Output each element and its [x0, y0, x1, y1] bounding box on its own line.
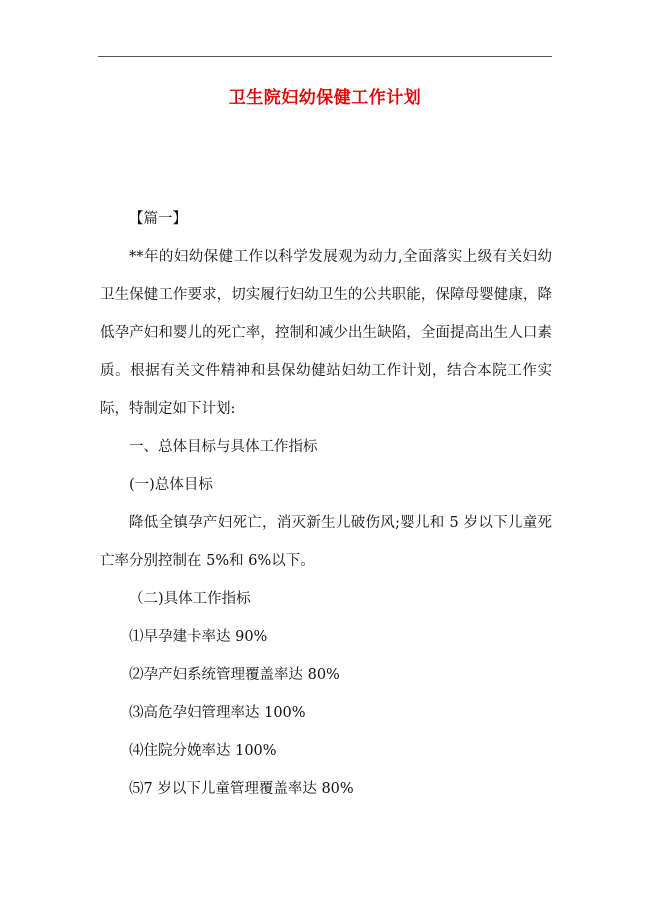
heading-overall-goal: (一)总体目标	[129, 477, 213, 493]
section-label: 【篇一】	[129, 211, 187, 227]
indicator-item: ⑵孕产妇系统管理覆盖率达 80%	[129, 667, 340, 683]
indicator-item: ⑶高危孕妇管理率达 100%	[129, 705, 306, 721]
heading-specific-indicators: （二)具体工作指标	[129, 591, 251, 607]
indicator-item: ⑷住院分娩率达 100%	[129, 743, 277, 759]
document-body	[100, 200, 552, 808]
indicator-item: ⑴早孕建卡率达 90%	[129, 629, 268, 645]
header-divider	[98, 56, 552, 57]
heading-overall-goals-and-indicators: 一、总体目标与具体工作指标	[129, 439, 318, 455]
document-title: 卫生院妇幼保健工作计划	[228, 88, 422, 108]
intro-paragraph: **年的妇幼保健工作以科学发展观为动力,全面落实上级有关妇幼卫生保健工作要求，切实履行妇幼卫生的公共职能，保障母婴健康，降低孕产妇和婴儿的死亡率，控制和减少出生缺陷，全面提高出生人口素质。根据有关文件精神和县保幼健站妇幼工作计划，结合本院工作实际，特制定如下计划:	[100, 249, 552, 417]
goal-paragraph: 降低全镇孕产妇死亡，消灭新生儿破伤风;婴儿和 5 岁以下儿童死亡率分别控制在 5%和 6%以下。	[100, 515, 552, 569]
indicator-item: ⑸7 岁以下儿童管理覆盖率达 80%	[129, 781, 354, 797]
